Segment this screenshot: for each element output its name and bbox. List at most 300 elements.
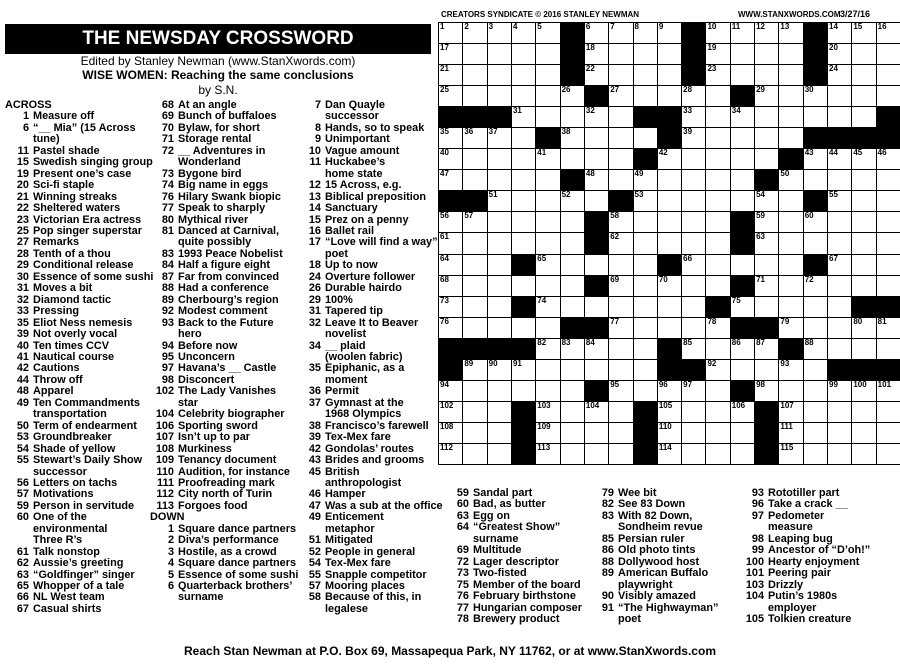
grid-cell[interactable] (511, 148, 536, 170)
grid-cell[interactable] (608, 443, 633, 465)
grid-cell[interactable] (851, 85, 876, 107)
grid-cell[interactable] (462, 317, 487, 339)
grid-cell[interactable] (876, 43, 900, 65)
grid-cell[interactable] (487, 275, 512, 297)
grid-cell[interactable] (535, 359, 560, 381)
grid-cell[interactable] (511, 317, 536, 339)
grid-cell[interactable] (730, 43, 755, 65)
grid-cell[interactable] (827, 338, 852, 360)
grid-cell[interactable] (487, 148, 512, 170)
grid-cell[interactable] (681, 401, 706, 423)
grid-cell[interactable] (487, 317, 512, 339)
grid-cell[interactable] (705, 169, 730, 191)
grid-cell[interactable] (584, 296, 609, 318)
grid-cell[interactable] (438, 22, 463, 44)
grid-cell[interactable] (705, 317, 730, 339)
grid-cell[interactable] (560, 148, 585, 170)
grid-cell[interactable] (487, 380, 512, 402)
grid-cell[interactable] (803, 148, 828, 170)
grid-cell[interactable] (633, 296, 658, 318)
grid-cell[interactable] (851, 254, 876, 276)
grid-cell[interactable] (803, 169, 828, 191)
grid-cell[interactable] (511, 22, 536, 44)
grid-cell[interactable] (876, 422, 900, 444)
grid-cell[interactable] (560, 254, 585, 276)
grid-cell[interactable] (681, 190, 706, 212)
grid-cell[interactable] (657, 380, 682, 402)
grid-cell[interactable] (705, 380, 730, 402)
grid-cell[interactable] (876, 275, 900, 297)
grid-cell[interactable] (657, 190, 682, 212)
grid-cell[interactable] (487, 127, 512, 149)
grid-cell[interactable] (876, 22, 900, 44)
grid-cell[interactable] (876, 190, 900, 212)
grid-cell[interactable] (827, 317, 852, 339)
grid-cell[interactable] (511, 43, 536, 65)
grid-cell[interactable] (681, 169, 706, 191)
grid-cell[interactable] (754, 127, 779, 149)
grid-cell[interactable] (778, 254, 803, 276)
grid-cell[interactable] (657, 401, 682, 423)
grid-cell[interactable] (511, 232, 536, 254)
grid-cell[interactable] (778, 359, 803, 381)
grid-cell[interactable] (705, 422, 730, 444)
grid-cell[interactable] (730, 422, 755, 444)
grid-cell[interactable] (633, 338, 658, 360)
grid-cell[interactable] (778, 106, 803, 128)
grid-cell[interactable] (584, 148, 609, 170)
grid-cell[interactable] (487, 422, 512, 444)
grid-cell[interactable] (803, 317, 828, 339)
grid-cell[interactable] (535, 296, 560, 318)
grid-cell[interactable] (633, 359, 658, 381)
grid-cell[interactable] (535, 380, 560, 402)
grid-cell[interactable] (851, 317, 876, 339)
grid-cell[interactable] (657, 22, 682, 44)
grid-cell[interactable] (730, 296, 755, 318)
grid-cell[interactable] (584, 338, 609, 360)
grid-cell[interactable] (705, 43, 730, 65)
grid-cell[interactable] (803, 338, 828, 360)
grid-cell[interactable] (754, 254, 779, 276)
grid-cell[interactable] (681, 275, 706, 297)
grid-cell[interactable] (608, 148, 633, 170)
grid-cell[interactable] (778, 401, 803, 423)
grid-cell[interactable] (608, 359, 633, 381)
grid-cell[interactable] (681, 317, 706, 339)
grid-cell[interactable] (876, 317, 900, 339)
grid-cell[interactable] (705, 148, 730, 170)
grid-cell[interactable] (462, 275, 487, 297)
grid-cell[interactable] (535, 190, 560, 212)
grid-cell[interactable] (608, 338, 633, 360)
grid-cell[interactable] (462, 148, 487, 170)
grid-cell[interactable] (681, 296, 706, 318)
grid-cell[interactable] (657, 64, 682, 86)
grid-cell[interactable] (827, 22, 852, 44)
grid-cell[interactable] (778, 211, 803, 233)
grid-cell[interactable] (730, 359, 755, 381)
grid-cell[interactable] (535, 22, 560, 44)
grid-cell[interactable] (876, 169, 900, 191)
grid-cell[interactable] (851, 22, 876, 44)
grid-cell[interactable] (730, 127, 755, 149)
grid-cell[interactable] (584, 254, 609, 276)
grid-cell[interactable] (876, 85, 900, 107)
grid-cell[interactable] (681, 380, 706, 402)
grid-cell[interactable] (535, 211, 560, 233)
grid-cell[interactable] (487, 401, 512, 423)
grid-cell[interactable] (462, 443, 487, 465)
grid-cell[interactable] (851, 106, 876, 128)
grid-cell[interactable] (803, 380, 828, 402)
grid-cell[interactable] (462, 43, 487, 65)
grid-cell[interactable] (778, 275, 803, 297)
grid-cell[interactable] (827, 211, 852, 233)
grid-cell[interactable] (705, 106, 730, 128)
grid-cell[interactable] (584, 127, 609, 149)
grid-cell[interactable] (681, 85, 706, 107)
grid-cell[interactable] (633, 254, 658, 276)
grid-cell[interactable] (462, 169, 487, 191)
grid-cell[interactable] (827, 232, 852, 254)
grid-cell[interactable] (633, 232, 658, 254)
grid-cell[interactable] (827, 64, 852, 86)
grid-cell[interactable] (535, 148, 560, 170)
grid-cell[interactable] (657, 43, 682, 65)
grid-cell[interactable] (633, 85, 658, 107)
grid-cell[interactable] (633, 43, 658, 65)
grid-cell[interactable] (803, 275, 828, 297)
grid-cell[interactable] (827, 85, 852, 107)
grid-cell[interactable] (462, 232, 487, 254)
grid-cell[interactable] (657, 211, 682, 233)
grid-cell[interactable] (560, 296, 585, 318)
grid-cell[interactable] (851, 211, 876, 233)
grid-cell[interactable] (851, 190, 876, 212)
grid-cell[interactable] (511, 275, 536, 297)
grid-cell[interactable] (754, 190, 779, 212)
grid-cell[interactable] (705, 338, 730, 360)
grid-cell[interactable] (535, 43, 560, 65)
grid-cell[interactable] (535, 106, 560, 128)
grid-cell[interactable] (705, 443, 730, 465)
grid-cell[interactable] (803, 401, 828, 423)
grid-cell[interactable] (584, 43, 609, 65)
grid-cell[interactable] (705, 232, 730, 254)
grid-cell[interactable] (511, 190, 536, 212)
grid-cell[interactable] (827, 169, 852, 191)
grid-cell[interactable] (827, 422, 852, 444)
grid-cell[interactable] (827, 254, 852, 276)
grid-cell[interactable] (462, 211, 487, 233)
grid-cell[interactable] (730, 338, 755, 360)
grid-cell[interactable] (851, 422, 876, 444)
grid-cell[interactable] (803, 443, 828, 465)
grid-cell[interactable] (657, 85, 682, 107)
grid-cell[interactable] (778, 43, 803, 65)
grid-cell[interactable] (657, 317, 682, 339)
grid-cell[interactable] (560, 401, 585, 423)
grid-cell[interactable] (633, 317, 658, 339)
grid-cell[interactable] (803, 422, 828, 444)
grid-cell[interactable] (778, 380, 803, 402)
grid-cell[interactable] (754, 22, 779, 44)
grid-cell[interactable] (730, 64, 755, 86)
grid-cell[interactable] (754, 148, 779, 170)
grid-cell[interactable] (778, 127, 803, 149)
grid-cell[interactable] (462, 422, 487, 444)
grid-cell[interactable] (608, 106, 633, 128)
grid-cell[interactable] (876, 254, 900, 276)
grid-cell[interactable] (608, 401, 633, 423)
grid-cell[interactable] (511, 85, 536, 107)
grid-cell[interactable] (608, 275, 633, 297)
grid-cell[interactable] (827, 380, 852, 402)
grid-cell[interactable] (535, 85, 560, 107)
grid-cell[interactable] (681, 254, 706, 276)
grid-cell[interactable] (778, 296, 803, 318)
grid-cell[interactable] (633, 169, 658, 191)
grid-cell[interactable] (657, 169, 682, 191)
grid-cell[interactable] (535, 422, 560, 444)
grid-cell[interactable] (681, 211, 706, 233)
grid-cell[interactable] (633, 275, 658, 297)
grid-cell[interactable] (827, 43, 852, 65)
grid-cell[interactable] (584, 190, 609, 212)
grid-cell[interactable] (608, 85, 633, 107)
grid-cell[interactable] (535, 443, 560, 465)
grid-cell[interactable] (803, 232, 828, 254)
grid-cell[interactable] (754, 359, 779, 381)
grid-cell[interactable] (560, 380, 585, 402)
grid-cell[interactable] (876, 338, 900, 360)
grid-cell[interactable] (827, 275, 852, 297)
grid-cell[interactable] (608, 254, 633, 276)
grid-cell[interactable] (730, 254, 755, 276)
grid-cell[interactable] (754, 338, 779, 360)
grid-cell[interactable] (851, 275, 876, 297)
grid-cell[interactable] (681, 338, 706, 360)
grid-cell[interactable] (827, 106, 852, 128)
grid-cell[interactable] (851, 401, 876, 423)
grid-cell[interactable] (876, 211, 900, 233)
grid-cell[interactable] (487, 359, 512, 381)
grid-cell[interactable] (705, 275, 730, 297)
grid-cell[interactable] (633, 380, 658, 402)
grid-cell[interactable] (608, 22, 633, 44)
grid-cell[interactable] (657, 232, 682, 254)
grid-cell[interactable] (462, 254, 487, 276)
grid-cell[interactable] (511, 380, 536, 402)
grid-cell[interactable] (827, 148, 852, 170)
grid-cell[interactable] (511, 127, 536, 149)
grid-cell[interactable] (778, 190, 803, 212)
grid-cell[interactable] (803, 359, 828, 381)
grid-cell[interactable] (560, 190, 585, 212)
grid-cell[interactable] (803, 85, 828, 107)
grid-cell[interactable] (705, 254, 730, 276)
grid-cell[interactable] (560, 443, 585, 465)
grid-cell[interactable] (560, 338, 585, 360)
grid-cell[interactable] (705, 401, 730, 423)
grid-cell[interactable] (778, 64, 803, 86)
grid-cell[interactable] (827, 190, 852, 212)
grid-cell[interactable] (730, 401, 755, 423)
grid-cell[interactable] (511, 106, 536, 128)
grid-cell[interactable] (560, 359, 585, 381)
grid-cell[interactable] (438, 43, 463, 65)
grid-cell[interactable] (560, 275, 585, 297)
grid-cell[interactable] (608, 169, 633, 191)
grid-cell[interactable] (535, 232, 560, 254)
grid-cell[interactable] (608, 317, 633, 339)
grid-cell[interactable] (754, 380, 779, 402)
grid-cell[interactable] (730, 22, 755, 44)
grid-cell[interactable] (584, 169, 609, 191)
grid-cell[interactable] (730, 190, 755, 212)
grid-cell[interactable] (560, 85, 585, 107)
grid-cell[interactable] (633, 64, 658, 86)
grid-cell[interactable] (560, 106, 585, 128)
grid-cell[interactable] (730, 106, 755, 128)
grid-cell[interactable] (778, 85, 803, 107)
grid-cell[interactable] (778, 422, 803, 444)
grid-cell[interactable] (438, 64, 463, 86)
grid-cell[interactable] (608, 64, 633, 86)
grid-cell[interactable] (730, 443, 755, 465)
grid-cell[interactable] (608, 211, 633, 233)
grid-cell[interactable] (535, 254, 560, 276)
grid-cell[interactable] (584, 401, 609, 423)
grid-cell[interactable] (730, 148, 755, 170)
grid-cell[interactable] (487, 22, 512, 44)
grid-cell[interactable] (876, 148, 900, 170)
grid-cell[interactable] (633, 211, 658, 233)
grid-cell[interactable] (803, 106, 828, 128)
grid-cell[interactable] (462, 127, 487, 149)
grid-cell[interactable] (462, 401, 487, 423)
grid-cell[interactable] (754, 275, 779, 297)
grid-cell[interactable] (462, 296, 487, 318)
grid-cell[interactable] (487, 85, 512, 107)
grid-cell[interactable] (584, 22, 609, 44)
grid-cell[interactable] (487, 443, 512, 465)
grid-cell[interactable] (876, 443, 900, 465)
grid-cell[interactable] (681, 232, 706, 254)
grid-cell[interactable] (803, 211, 828, 233)
grid-cell[interactable] (487, 232, 512, 254)
grid-cell[interactable] (705, 22, 730, 44)
grid-cell[interactable] (487, 43, 512, 65)
grid-cell[interactable] (511, 169, 536, 191)
grid-cell[interactable] (487, 190, 512, 212)
grid-cell[interactable] (657, 148, 682, 170)
grid-cell[interactable] (705, 211, 730, 233)
grid-cell[interactable] (705, 127, 730, 149)
grid-cell[interactable] (851, 64, 876, 86)
grid-cell[interactable] (778, 317, 803, 339)
grid-cell[interactable] (705, 190, 730, 212)
grid-cell[interactable] (657, 422, 682, 444)
grid-cell[interactable] (754, 85, 779, 107)
grid-cell[interactable] (633, 127, 658, 149)
grid-cell[interactable] (705, 359, 730, 381)
grid-cell[interactable] (608, 422, 633, 444)
grid-cell[interactable] (827, 401, 852, 423)
grid-cell[interactable] (633, 190, 658, 212)
grid-cell[interactable] (608, 232, 633, 254)
grid-cell[interactable] (487, 169, 512, 191)
grid-cell[interactable] (778, 443, 803, 465)
grid-cell[interactable] (584, 422, 609, 444)
grid-cell[interactable] (827, 296, 852, 318)
grid-cell[interactable] (681, 106, 706, 128)
grid-cell[interactable] (681, 422, 706, 444)
grid-cell[interactable] (851, 43, 876, 65)
grid-cell[interactable] (511, 64, 536, 86)
grid-cell[interactable] (487, 296, 512, 318)
grid-cell[interactable] (535, 401, 560, 423)
grid-cell[interactable] (535, 317, 560, 339)
grid-cell[interactable] (657, 296, 682, 318)
grid-cell[interactable] (462, 64, 487, 86)
grid-cell[interactable] (584, 443, 609, 465)
grid-cell[interactable] (584, 106, 609, 128)
grid-cell[interactable] (778, 169, 803, 191)
grid-cell[interactable] (487, 211, 512, 233)
grid-cell[interactable] (851, 338, 876, 360)
grid-cell[interactable] (633, 22, 658, 44)
grid-cell[interactable] (754, 106, 779, 128)
grid-cell[interactable] (681, 443, 706, 465)
grid-cell[interactable] (851, 232, 876, 254)
grid-cell[interactable] (681, 127, 706, 149)
grid-cell[interactable] (462, 85, 487, 107)
grid-cell[interactable] (754, 43, 779, 65)
grid-cell[interactable] (754, 296, 779, 318)
grid-cell[interactable] (803, 296, 828, 318)
grid-cell[interactable] (608, 43, 633, 65)
grid-cell[interactable] (851, 169, 876, 191)
grid-cell[interactable] (487, 254, 512, 276)
grid-cell[interactable] (511, 359, 536, 381)
grid-cell[interactable] (681, 148, 706, 170)
grid-cell[interactable] (560, 232, 585, 254)
grid-cell[interactable] (535, 338, 560, 360)
grid-cell[interactable] (705, 85, 730, 107)
grid-cell[interactable] (608, 380, 633, 402)
grid-cell[interactable] (730, 169, 755, 191)
grid-cell[interactable] (560, 211, 585, 233)
grid-cell[interactable] (705, 64, 730, 86)
grid-cell[interactable] (851, 443, 876, 465)
grid-cell[interactable] (778, 232, 803, 254)
grid-cell[interactable] (560, 422, 585, 444)
grid-cell[interactable] (851, 380, 876, 402)
grid-cell[interactable] (462, 359, 487, 381)
grid-cell[interactable] (511, 211, 536, 233)
grid-cell[interactable] (487, 64, 512, 86)
grid-cell[interactable] (535, 275, 560, 297)
grid-cell[interactable] (608, 127, 633, 149)
grid-cell[interactable] (535, 169, 560, 191)
grid-cell[interactable] (608, 296, 633, 318)
grid-cell[interactable] (657, 275, 682, 297)
grid-cell[interactable] (462, 380, 487, 402)
grid-cell[interactable] (876, 64, 900, 86)
grid-cell[interactable] (754, 232, 779, 254)
